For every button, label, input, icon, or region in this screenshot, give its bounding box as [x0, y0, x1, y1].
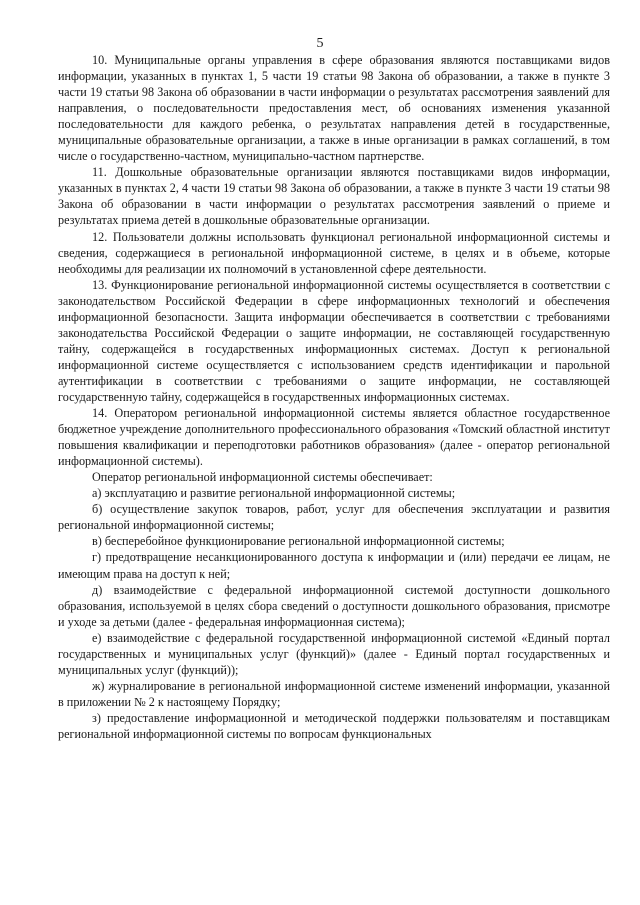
operator-duties-intro: Оператор региональной информационной системы обеспечивает: — [92, 470, 433, 485]
duty-item-a: а) эксплуатацию и развитие региональной информационной системы; — [92, 486, 456, 501]
paragraph-14: 14. Оператором региональной информационной системы является областное государственное бюджетное учреждение дополнительного профессионального образования «Томский областной институт повышения квалификации и переподготовки работников образования» (далее - оператор региональной информационной системы). — [58, 406, 610, 469]
document-body — [58, 52, 610, 742]
paragraph-12: 12. Пользователи должны использовать функционал региональной информационной системы и сведения, содержащиеся в региональной информационной системе, в целях и в объеме, которые необходимы для реализации их полномочий в установленной сфере деятельности. — [58, 229, 610, 276]
duty-item-g: г) предотвращение несанкционированного доступа к информации и (или) передачи ее лицам, не имеющим права на доступ к ней; — [58, 550, 610, 581]
duty-item-d: д) взаимодействие с федеральной информационной системой доступности дошкольного образования, используемой в целях сбора сведений о доступности дошкольного образования, присмотре и уходе за детьми (далее - федеральная информационная система); — [58, 582, 610, 629]
paragraph-11: 11. Дошкольные образовательные организации являются поставщиками видов информации, указанных в пунктах 2, 4 части 19 статьи 98 Закона об образовании, а также в пункте 3 части 19 статьи 98 Закона об образовании в части информации о результатах рассмотрения заявлений о приеме и результатах приема детей в дошкольные образовательные организации. — [58, 165, 610, 228]
duty-item-b: б) осуществление закупок товаров, работ, услуг для обеспечения эксплуатации и развития региональной информационной системы; — [58, 502, 610, 533]
duty-item-z: з) предоставление информационной и методической поддержки пользователям и поставщикам региональной информационной системы по вопросам функциональных — [58, 710, 610, 741]
duty-item-e: е) взаимодействие с федеральной государственной информационной системой «Единый портал государственных и муниципальных услуг (функций)» (далее - Единый портал государственных и муниципальных услуг (функций)); — [58, 630, 610, 677]
duty-item-v: в) бесперебойное функционирование региональной информационной системы; — [92, 534, 505, 549]
duty-item-zh: ж) журналирование в региональной информационной системе изменений информации, указанной в приложении № 2 к настоящему Порядку; — [58, 678, 610, 709]
paragraph-13: 13. Функционирование региональной информационной системы осуществляется в соответствии с законодательством Российской Федерации в сфере информационных технологий и обеспечения информационной безопасности. Защита информации обеспечивается в соответствии с требованиями законодательства Российской Федерации о защите информации, не составляющей государственную тайну, содержащейся в государственных информационных системах. Доступ к региональной информационной системе осуществляется с использованием средств идентификации и парольной аутентификации в соответствии с требованиями о защите информации, не составляющей государственную тайну, содержащейся в государственных информационных системах. — [58, 277, 610, 404]
page-number: 5 — [316, 36, 324, 51]
paragraph-10: 10. Муниципальные органы управления в сфере образования являются поставщиками видов информации, указанных в пунктах 1, 5 части 19 статьи 98 Закона об образовании, а также в пункте 3 части 19 статьи 98 Закона об образовании в части информации о результатах рассмотрения заявлений для направления, о последовательности предоставления мест, об основаниях изменения указанной последовательности для каждого ребенка, о результатах направления детей в государственные, муниципальные образовательные организации, а также в иные организации в рамках соглашений, в том числе о государственно-частном, муниципально-частном партнерстве. — [58, 53, 610, 164]
